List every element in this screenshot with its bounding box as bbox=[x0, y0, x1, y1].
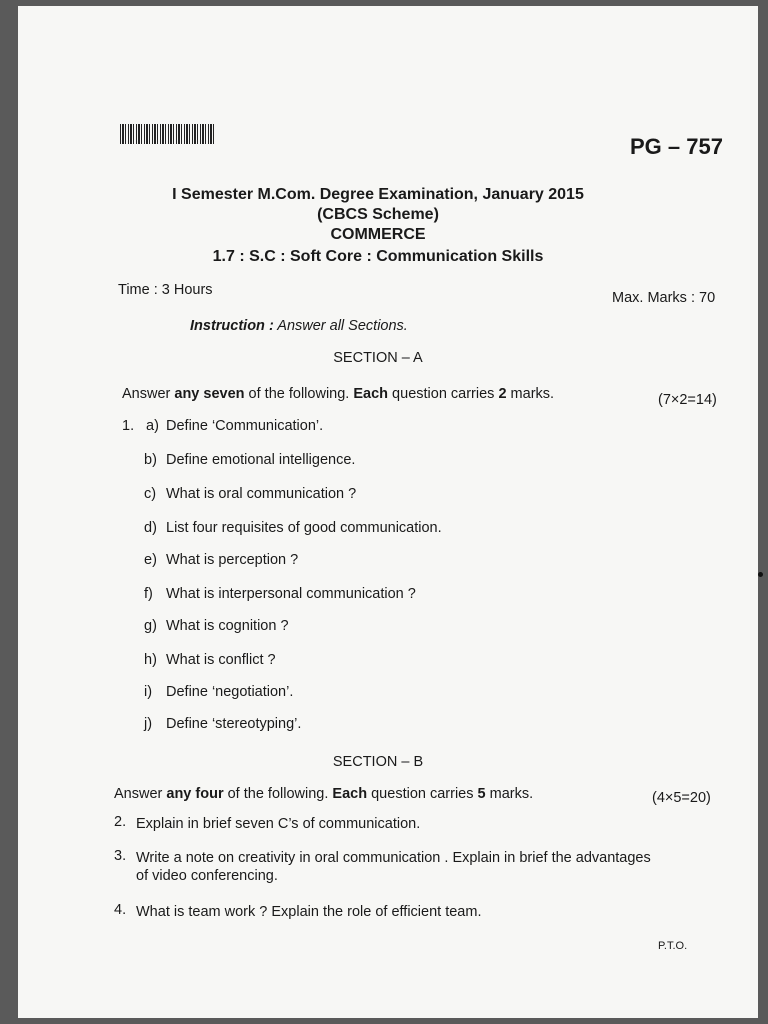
section-a-item-text: Define ‘stereotyping’. bbox=[166, 716, 302, 732]
section-a-item-text: What is conflict ? bbox=[166, 652, 276, 668]
section-a-item-label: e) bbox=[144, 552, 157, 568]
exam-scheme: (CBCS Scheme) bbox=[317, 206, 439, 223]
question-2-text: Explain in brief seven C’s of communication. bbox=[136, 816, 421, 832]
section-a-item-label: i) bbox=[144, 684, 153, 700]
section-a-marks: (7×2=14) bbox=[658, 392, 717, 408]
section-a-item-text: Define emotional intelligence. bbox=[166, 452, 356, 468]
section-a-item-label: h) bbox=[144, 652, 157, 668]
question-4-text: What is team work ? Explain the role of efficient team. bbox=[136, 904, 482, 920]
time-allowed: Time : 3 Hours bbox=[118, 282, 213, 298]
section-a-item-text: What is oral communication ? bbox=[166, 486, 357, 502]
question-number: 1. bbox=[122, 418, 135, 434]
section-a-item-label: d) bbox=[144, 520, 157, 536]
section-a-item-label: j) bbox=[144, 716, 153, 732]
section-a-title: SECTION – A bbox=[333, 350, 423, 366]
question-3-number: 3. bbox=[114, 848, 127, 864]
question-3-text: Write a note on creativity in oral communication . Explain in brief the advantages bbox=[136, 850, 651, 866]
question-4-number: 4. bbox=[114, 902, 127, 918]
exam-title: I Semester M.Com. Degree Examination, January 2015 bbox=[172, 186, 584, 203]
section-a-item-text: List four requisites of good communication. bbox=[166, 520, 442, 536]
section-b-intro: Answer any four of the following. Each question carries 5 marks. bbox=[114, 786, 534, 802]
question-2-number: 2. bbox=[114, 814, 127, 830]
instruction-text: Answer all Sections. bbox=[273, 318, 408, 334]
section-a-item-label: a) bbox=[146, 418, 159, 434]
exam-paper-page bbox=[18, 6, 758, 1018]
section-a-intro: Answer any seven of the following. Each question carries 2 marks. bbox=[122, 386, 555, 402]
section-a-item-text: Define ‘Communication’. bbox=[166, 418, 324, 434]
section-a-item-label: f) bbox=[144, 586, 153, 602]
section-a-item-text: What is cognition ? bbox=[166, 618, 289, 634]
max-marks: Max. Marks : 70 bbox=[612, 290, 716, 306]
section-a-item-label: b) bbox=[144, 452, 157, 468]
barcode-image bbox=[120, 124, 216, 144]
exam-subject: COMMERCE bbox=[330, 226, 426, 243]
section-a-item-text: What is perception ? bbox=[166, 552, 299, 568]
section-a-item-label: g) bbox=[144, 618, 157, 634]
section-a-item-text: What is interpersonal communication ? bbox=[166, 586, 416, 602]
paper-code: PG – 757 bbox=[630, 134, 723, 159]
section-b-marks: (4×5=20) bbox=[652, 790, 711, 806]
paper-title: 1.7 : S.C : Soft Core : Communication Skills bbox=[212, 248, 544, 265]
pto-note: P.T.O. bbox=[658, 940, 688, 952]
scan-speck bbox=[758, 572, 763, 577]
section-a-item-text: Define ‘negotiation’. bbox=[166, 684, 294, 700]
instruction bbox=[190, 318, 408, 334]
question-3-text-line2: of video conferencing. bbox=[136, 868, 278, 884]
section-b-title: SECTION – B bbox=[332, 754, 424, 770]
instruction-label: Instruction : bbox=[190, 318, 274, 334]
section-a-item-label: c) bbox=[144, 486, 157, 502]
